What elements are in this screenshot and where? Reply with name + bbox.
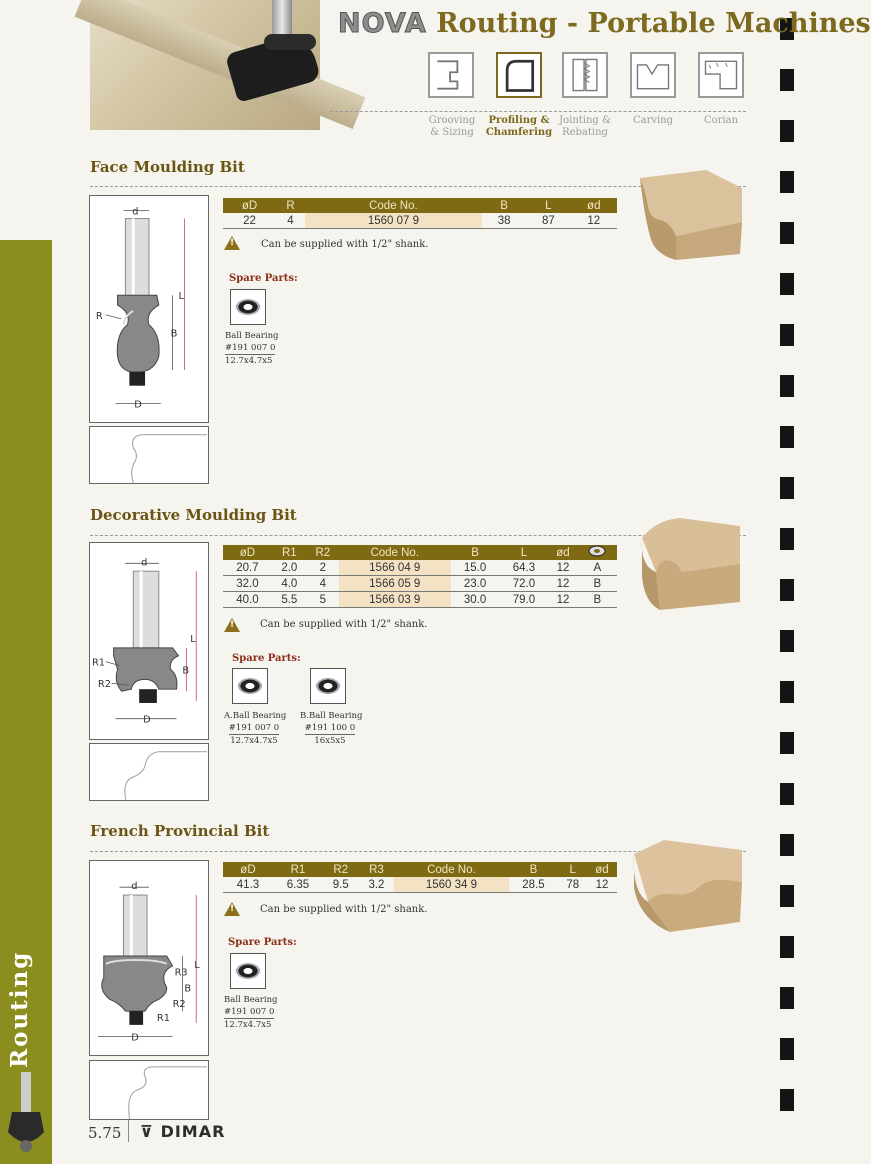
col-header: R1	[273, 862, 323, 877]
svg-text:D: D	[131, 1032, 139, 1044]
ball-bearing-icon	[310, 668, 346, 704]
col-header: øD	[223, 862, 273, 877]
table-row: 32.0 4.0 4 1566 05 9 23.0 72.0 12 B	[223, 576, 617, 592]
index-tab	[780, 630, 794, 652]
index-tab	[780, 273, 794, 295]
category-label: Carving	[632, 115, 674, 126]
col-header: Code No.	[339, 545, 451, 560]
index-tab	[780, 783, 794, 805]
spare-part-info: Ball Bearing #191 007 0 12.7x4.7x5	[225, 331, 279, 366]
svg-text:B: B	[170, 328, 178, 340]
footer-divider	[128, 1120, 129, 1142]
col-header: ød	[571, 198, 617, 213]
bit-diagram	[89, 195, 209, 423]
col-header: ød	[587, 862, 617, 877]
warning-icon	[224, 236, 240, 250]
table-row: 22 4 1560 07 9 38 87 12	[223, 213, 617, 229]
spare-part-info: Ball Bearing #191 007 0 12.7x4.7x5	[224, 995, 278, 1030]
index-tab	[780, 681, 794, 703]
category-jointing-icon[interactable]	[562, 52, 608, 98]
index-tab	[780, 324, 794, 346]
col-header: B	[451, 545, 500, 560]
profile-diagram	[89, 743, 209, 801]
shank-note: Can be supplied with 1/2" shank.	[260, 904, 428, 915]
index-tab	[780, 579, 794, 601]
section-title: Face Moulding Bit	[90, 158, 245, 176]
category-corian-icon[interactable]	[698, 52, 744, 98]
col-header: L	[526, 198, 570, 213]
profile-diagram	[89, 1060, 209, 1120]
table-row: 41.3 6.35 9.5 3.2 1560 34 9 28.5 78 12	[223, 877, 617, 893]
warning-icon	[224, 618, 240, 632]
warning-icon	[224, 902, 240, 916]
ball-bearing-icon	[230, 953, 266, 989]
svg-text:R2: R2	[97, 679, 111, 691]
col-header: L	[499, 545, 548, 560]
category-label: Jointing & Rebating	[559, 115, 611, 138]
index-tab	[780, 885, 794, 907]
page-title	[338, 8, 871, 39]
brand-logo: NOVA	[338, 8, 427, 39]
bit-diagram	[89, 860, 209, 1056]
col-header: ød	[548, 545, 577, 560]
col-header: L	[558, 862, 587, 877]
category-label: Corian	[703, 115, 739, 126]
index-tab	[780, 732, 794, 754]
col-header: R	[276, 198, 305, 213]
col-header: R3	[359, 862, 395, 877]
col-header: Code No.	[305, 198, 482, 213]
spare-parts-title: Spare Parts:	[232, 653, 301, 664]
index-tab	[780, 1089, 794, 1111]
spare-part-info: B.Ball Bearing #191 100 0 16x5x5	[300, 711, 363, 746]
spec-table	[223, 862, 617, 893]
section-title: Decorative Moulding Bit	[90, 506, 297, 524]
index-tab	[780, 222, 794, 244]
category-label: Grooving & Sizing	[428, 115, 476, 138]
category-carving-icon[interactable]	[630, 52, 676, 98]
svg-text:R1: R1	[91, 657, 106, 669]
shank-note: Can be supplied with 1/2" shank.	[260, 619, 428, 630]
svg-text:L: L	[178, 291, 184, 303]
svg-text:B: B	[184, 983, 192, 995]
svg-text:R1: R1	[156, 1012, 170, 1024]
index-tab	[780, 834, 794, 856]
index-tab	[780, 171, 794, 193]
moulding-sample-image	[636, 170, 746, 260]
profile-diagram	[89, 426, 209, 484]
router-bit-icon	[4, 1072, 48, 1164]
svg-text:d: d	[131, 881, 138, 893]
col-header: øD	[223, 198, 276, 213]
col-header: R2	[323, 862, 359, 877]
spec-table	[223, 545, 617, 608]
col-header: Code No.	[394, 862, 508, 877]
index-tab	[780, 375, 794, 397]
svg-text:D: D	[143, 714, 151, 726]
svg-text:L: L	[190, 633, 196, 645]
ball-bearing-icon	[232, 668, 268, 704]
index-tab-strip	[780, 18, 796, 1140]
category-profiling-icon[interactable]	[496, 52, 542, 98]
page-number: 5.75	[88, 1124, 122, 1142]
svg-text:R3: R3	[174, 967, 188, 979]
index-tab	[780, 426, 794, 448]
hero-photo	[90, 0, 320, 130]
svg-text:R2: R2	[172, 999, 186, 1011]
col-header: B	[509, 862, 559, 877]
col-header: øD	[223, 545, 272, 560]
col-header: B	[482, 198, 526, 213]
index-tab	[780, 1038, 794, 1060]
spec-table	[223, 198, 617, 229]
category-label: Profiling & Chamfering	[485, 115, 553, 138]
category-grooving-icon[interactable]	[428, 52, 474, 98]
spare-parts-title: Spare Parts:	[228, 937, 297, 948]
index-tab	[780, 120, 794, 142]
shank-note: Can be supplied with 1/2" shank.	[261, 239, 429, 250]
col-header: R2	[307, 545, 339, 560]
svg-text:R: R	[95, 310, 103, 322]
table-row: 40.0 5.5 5 1566 03 9 30.0 79.0 12 B	[223, 592, 617, 608]
index-tab	[780, 936, 794, 958]
svg-text:d: d	[141, 557, 148, 569]
svg-text:L: L	[194, 959, 200, 971]
moulding-sample-image	[630, 836, 746, 932]
section-title: French Provincial Bit	[90, 822, 270, 840]
moulding-sample-image	[636, 516, 746, 610]
index-tab	[780, 69, 794, 91]
dim-label-d: d	[132, 206, 139, 218]
col-header: R1	[272, 545, 307, 560]
bit-diagram	[89, 542, 209, 740]
ball-bearing-icon	[230, 289, 266, 325]
index-tab	[780, 987, 794, 1009]
table-row: 20.7 2.0 2 1566 04 9 15.0 64.3 12 A	[223, 560, 617, 576]
dimar-logo: ⊽ DIMAR	[140, 1122, 226, 1141]
svg-text:D: D	[134, 399, 142, 411]
title-text: Routing - Portable Machines	[436, 8, 871, 39]
header-divider	[330, 111, 746, 112]
svg-text:B: B	[182, 665, 190, 677]
bearing-column-icon	[578, 545, 617, 560]
index-tab	[780, 477, 794, 499]
index-tab	[780, 528, 794, 550]
chapter-label: Routing	[6, 950, 33, 1068]
spare-part-info: A.Ball Bearing #191 007 0 12.7x4.7x5	[224, 711, 287, 746]
spare-parts-title: Spare Parts:	[229, 273, 298, 284]
